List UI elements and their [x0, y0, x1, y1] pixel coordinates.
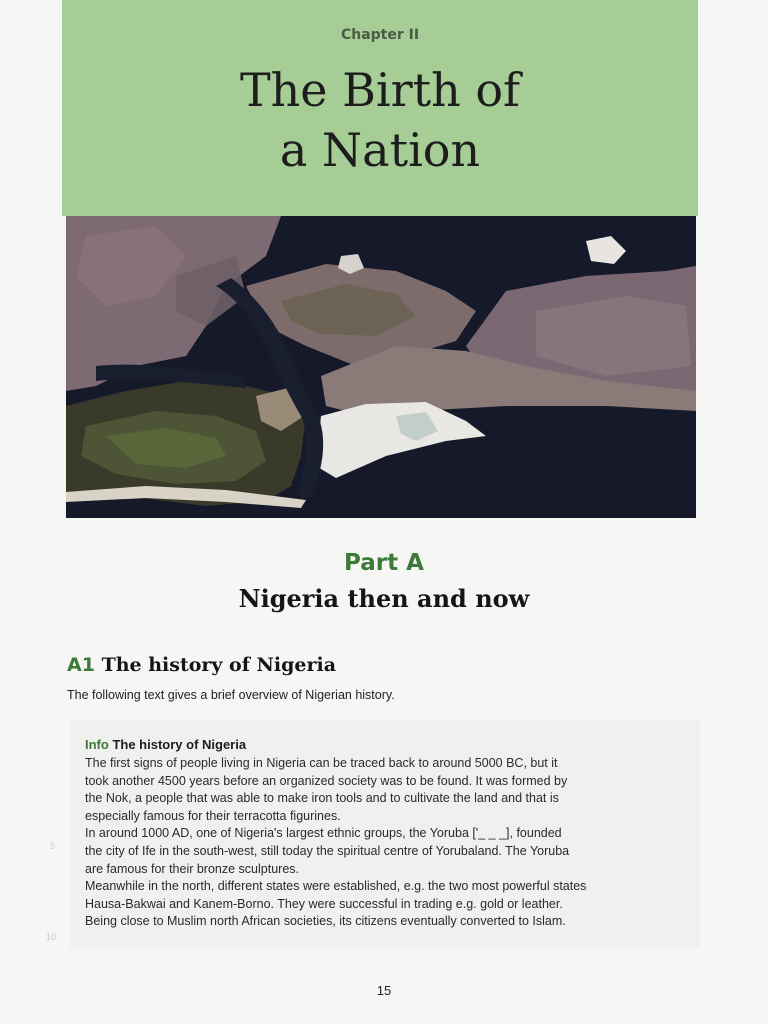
info-line: The first signs of people living in Nigeria can be traced back to around 5000 BC, but it [85, 756, 558, 770]
satellite-image [66, 216, 696, 518]
chapter-label: Chapter II [340, 27, 420, 43]
section-title: The history of Nigeria [101, 654, 337, 676]
info-line: the city of Ife in the south-west, still today the spiritual centre of Yorubaland. The Yoruba [85, 843, 570, 858]
margin-line-number: 10 [46, 932, 57, 942]
chapter-banner [62, 0, 698, 216]
chapter-title-line-1: The Birth of [239, 63, 521, 117]
info-line: are famous for their bronze sculptures. [85, 861, 299, 876]
info-box-text [85, 755, 685, 931]
page-number: 15 [376, 983, 392, 998]
info-line: Hausa-Bakwai and Kanem-Borno. They were successful in trading e.g. gold or leather. [85, 896, 563, 911]
info-line: Being close to Muslim north African societies, its citizens eventually converted to Islam. [85, 914, 566, 929]
info-line: Meanwhile in the north, different states were established, e.g. the two most powerful states [85, 879, 587, 894]
info-line: especially famous for their terracotta figurines. [85, 808, 341, 823]
info-line: the Nok, a people that was able to make iron tools and to cultivate the land and that is [85, 791, 559, 806]
chapter-title-line-2: a Nation [279, 123, 481, 177]
margin-line-number: 5 [50, 841, 56, 851]
info-title-text: The history of Nigeria [112, 737, 247, 752]
section-heading [67, 654, 336, 676]
info-line: took another 4500 years before an organized society was to be found. It was formed by [85, 773, 568, 788]
info-box-title [85, 737, 246, 752]
info-line: In around 1000 AD, one of Nigeria's largest ethnic groups, the Yoruba ['_ _ _], founded [85, 826, 562, 841]
section-intro: The following text gives a brief overview of Nigerian history. [67, 688, 395, 702]
info-tag: Info [85, 737, 109, 752]
part-title: Nigeria then and now [238, 584, 530, 613]
section-number: A1 [67, 654, 95, 676]
part-label: Part A [344, 550, 424, 576]
chapter-title [62, 60, 698, 180]
